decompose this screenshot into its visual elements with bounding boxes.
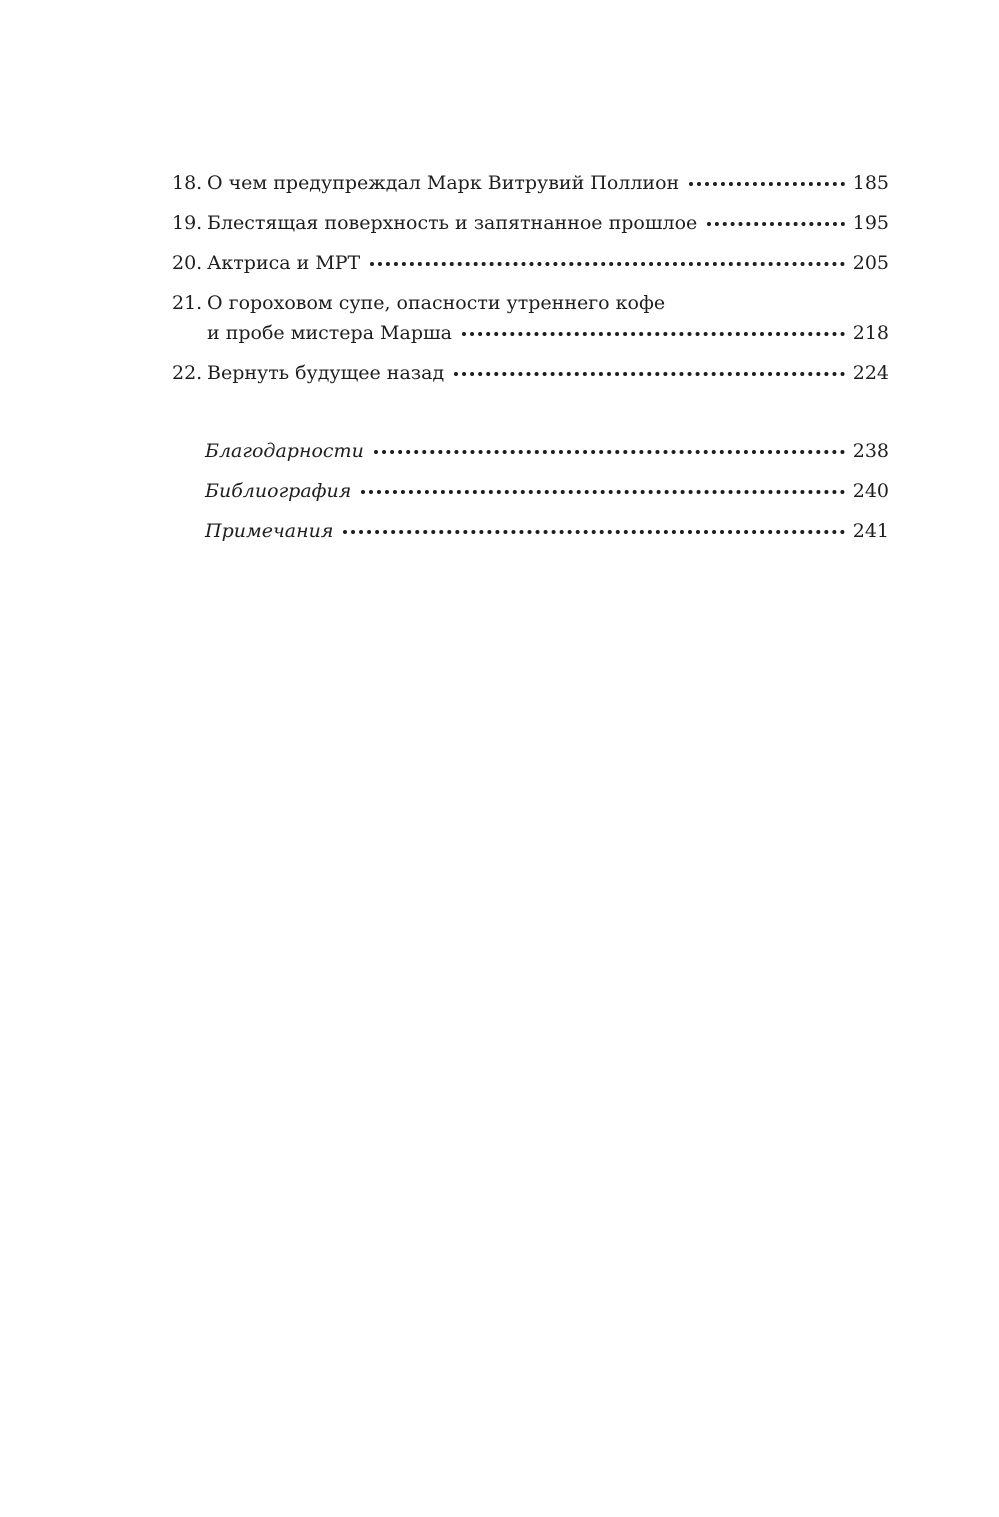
page-number: 240 <box>852 480 889 502</box>
toc-entry-20[interactable] <box>172 248 889 278</box>
page-number: 205 <box>852 252 889 274</box>
toc-line <box>172 208 889 238</box>
chapter-number: 19. <box>172 212 203 234</box>
chapter-title: О гороховом супе, опасности утреннего кофе <box>207 292 666 314</box>
toc-line <box>172 476 889 506</box>
page-number: 238 <box>852 440 889 462</box>
backmatter-title: Примечания <box>205 520 334 542</box>
toc-entry-bibliography[interactable] <box>172 476 889 506</box>
chapter-number: 22. <box>172 362 203 384</box>
dot-leader <box>370 262 845 266</box>
page-number: 218 <box>852 322 889 344</box>
toc-entry-notes[interactable] <box>172 516 889 546</box>
toc-line <box>172 516 889 546</box>
page-number: 195 <box>852 212 889 234</box>
backmatter-title: Библиография <box>205 480 352 502</box>
page-number: 224 <box>852 362 889 384</box>
chapter-title: Блестящая поверхность и запятнанное прошлое <box>207 212 698 234</box>
dot-leader <box>462 332 845 336</box>
backmatter-title: Благодарности <box>205 440 364 462</box>
toc-line <box>172 436 889 466</box>
dot-leader <box>454 372 845 376</box>
dot-leader <box>374 450 845 454</box>
chapter-title: О чем предупреждал Марк Витрувий Поллион <box>207 172 680 194</box>
dot-leader <box>707 222 844 226</box>
table-of-contents <box>172 168 889 556</box>
chapter-number: 18. <box>172 172 203 194</box>
chapter-number: 20. <box>172 252 203 274</box>
toc-entry-18[interactable] <box>172 168 889 198</box>
chapter-title: Вернуть будущее назад <box>207 362 445 384</box>
toc-entry-acknowledgements[interactable] <box>172 436 889 466</box>
chapter-number: 21. <box>172 292 203 314</box>
toc-line <box>172 168 889 198</box>
chapter-title: Актриса и МРТ <box>207 252 361 274</box>
page-number: 241 <box>852 520 889 542</box>
toc-line <box>172 248 889 278</box>
section-gap <box>172 398 889 436</box>
toc-entry-19[interactable] <box>172 208 889 238</box>
chapter-title-continuation: и пробе мистера Марша <box>207 322 452 344</box>
dot-leader <box>689 182 845 186</box>
toc-entry-22[interactable] <box>172 358 889 388</box>
toc-line-continuation <box>172 318 889 348</box>
toc-line <box>172 288 889 318</box>
toc-line <box>172 358 889 388</box>
dot-leader <box>361 490 844 494</box>
toc-entry-21[interactable] <box>172 288 889 348</box>
dot-leader <box>343 530 844 534</box>
page-number: 185 <box>852 172 889 194</box>
